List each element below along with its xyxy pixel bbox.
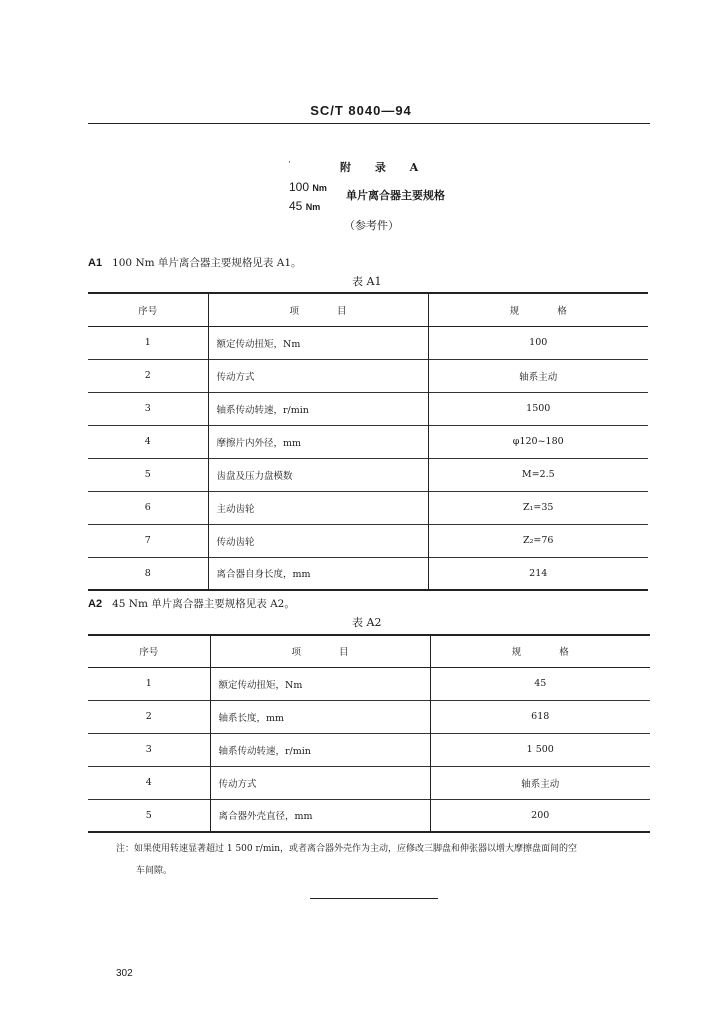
header-spec: 规 格 <box>428 293 648 326</box>
cell-spec: 214 <box>428 557 648 590</box>
cell-seq: 3 <box>88 392 208 425</box>
torque-unit: Nm <box>312 183 327 193</box>
cell-item: 额定传动扭矩，Nm <box>208 326 428 359</box>
cell-seq: 1 <box>88 667 210 700</box>
header-item: 项 目 <box>208 293 428 326</box>
reference-note: （参考件） <box>344 219 399 232</box>
header-seq: 序号 <box>88 635 210 667</box>
cell-item: 主动齿轮 <box>208 491 428 524</box>
cell-seq: 3 <box>88 733 210 766</box>
table-a2 <box>88 634 650 833</box>
cell-item: 离合器自身长度，mm <box>208 557 428 590</box>
table-row <box>88 491 648 524</box>
torque-100: 100 <box>289 180 310 194</box>
torque-stack <box>289 178 327 216</box>
table-header-row <box>88 635 650 667</box>
cell-seq: 7 <box>88 524 208 557</box>
torque-unit: Nm <box>305 202 321 212</box>
standard-code: SC/T 8040—94 <box>310 103 412 118</box>
cell-spec: 618 <box>430 700 650 733</box>
section-a2-text: 45 Nm 单片离合器主要规格见表 A2。 <box>112 598 295 610</box>
cell-spec: M=2.5 <box>428 458 648 491</box>
cell-seq: 1 <box>88 326 208 359</box>
end-divider <box>310 898 438 899</box>
cell-seq: 2 <box>88 700 210 733</box>
appendix-title: 附 录 A <box>340 161 429 174</box>
cell-seq: 5 <box>88 458 208 491</box>
dot-mark: · <box>288 158 291 168</box>
header-spec: 规 格 <box>430 635 650 667</box>
table-row <box>88 458 648 491</box>
cell-spec: Z₁=35 <box>428 491 648 524</box>
cell-seq: 4 <box>88 766 210 799</box>
table-row <box>88 766 650 799</box>
header-item: 项 目 <box>210 635 430 667</box>
table-row <box>88 667 650 700</box>
cell-item: 齿盘及压力盘模数 <box>208 458 428 491</box>
cell-seq: 4 <box>88 425 208 458</box>
cell-spec: 1500 <box>428 392 648 425</box>
cell-item: 传动方式 <box>210 766 430 799</box>
section-a1-intro <box>88 255 302 270</box>
cell-seq: 8 <box>88 557 208 590</box>
table-row <box>88 799 650 832</box>
section-a1-label: A1 <box>88 257 103 269</box>
table-header-row <box>88 293 648 326</box>
note-line-2: 车间隙。 <box>136 866 173 876</box>
table-row <box>88 557 648 590</box>
section-a2-label: A2 <box>88 598 103 610</box>
cell-spec: 1 500 <box>430 733 650 766</box>
cell-spec: 45 <box>430 667 650 700</box>
cell-item: 轴系传动转速，r/min <box>210 733 430 766</box>
cell-item: 额定传动扭矩，Nm <box>210 667 430 700</box>
table-a1-caption: 表 A1 <box>352 275 382 288</box>
cell-spec: φ120~180 <box>428 425 648 458</box>
header-divider <box>88 123 650 124</box>
table-row <box>88 524 648 557</box>
cell-item: 传动齿轮 <box>208 524 428 557</box>
table-note <box>116 838 656 882</box>
cell-item: 摩擦片内外径，mm <box>208 425 428 458</box>
cell-spec: 轴系主动 <box>430 766 650 799</box>
section-a2-intro <box>88 596 295 611</box>
table-row <box>88 359 648 392</box>
torque-45: 45 <box>289 199 303 213</box>
cell-seq: 6 <box>88 491 208 524</box>
cell-item: 离合器外壳直径，mm <box>210 799 430 832</box>
header-seq: 序号 <box>88 293 208 326</box>
table-a2-caption: 表 A2 <box>352 616 382 629</box>
table-row <box>88 425 648 458</box>
cell-seq: 5 <box>88 799 210 832</box>
section-a1-text: 100 Nm 单片离合器主要规格见表 A1。 <box>112 257 302 269</box>
cell-item: 轴系长度，mm <box>210 700 430 733</box>
table-a1 <box>88 292 648 591</box>
cell-item: 轴系传动转速，r/min <box>208 392 428 425</box>
cell-seq: 2 <box>88 359 208 392</box>
table-row <box>88 326 648 359</box>
cell-spec: 200 <box>430 799 650 832</box>
table-row <box>88 700 650 733</box>
note-line-1: 注：如果使用转速显著超过 1 500 r/min，或者离合器外壳作为主动，应修改三脚盘和伸张器以增大摩擦盘面间的空 <box>116 844 578 854</box>
page-number: 302 <box>116 968 133 979</box>
spec-title: 单片离合器主要规格 <box>346 189 445 202</box>
cell-spec: Z₂=76 <box>428 524 648 557</box>
table-row <box>88 733 650 766</box>
cell-item: 传动方式 <box>208 359 428 392</box>
cell-spec: 轴系主动 <box>428 359 648 392</box>
cell-spec: 100 <box>428 326 648 359</box>
table-row <box>88 392 648 425</box>
